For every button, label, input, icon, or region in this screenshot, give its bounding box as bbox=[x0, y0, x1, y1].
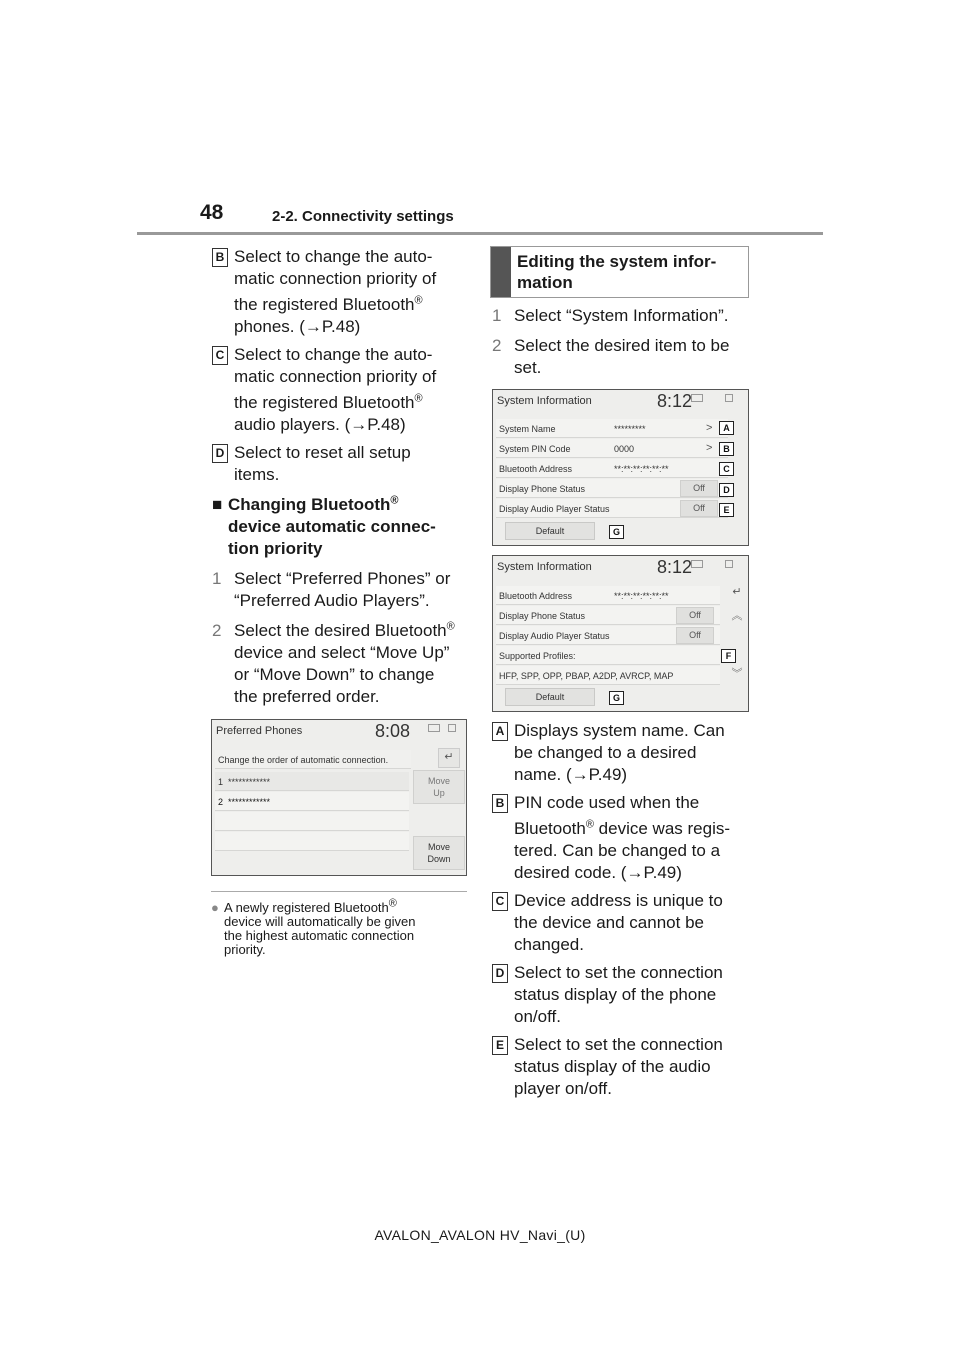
right-steps bbox=[492, 305, 752, 387]
instruction-row: Change the order of automatic connection. bbox=[215, 750, 411, 769]
bt-address-row: Bluetooth Address **:**:**:**:**:** bbox=[496, 459, 728, 478]
edit-system-info-box: Editing the system infor- mation bbox=[490, 246, 749, 298]
profiles-list-row: HFP, SPP, OPP, PBAP, A2DP, AVRCP, MAP bbox=[496, 666, 720, 685]
preferred-phones-screen: Preferred Phones 8:08 Change the order of automatic connection. ↵ 1 ************ 2 ************ Move Up Move Down bbox=[211, 719, 467, 876]
battery-icon bbox=[725, 560, 733, 568]
page-down-icon[interactable]: ︾ bbox=[731, 668, 743, 680]
item-b-pin: B PIN code used when the Bluetooth® device was regis- tered. Can be changed to a desired code. (→P.49) bbox=[492, 792, 762, 884]
item-b-phones: B Select to change the auto- matic connection priority of the registered Bluetooth® phones. (→P.48) bbox=[212, 246, 477, 338]
label-d: D bbox=[212, 444, 228, 463]
audio-status-row: Display Audio Player Status Off bbox=[496, 499, 728, 518]
move-down-button[interactable]: Move Down bbox=[413, 836, 465, 870]
system-info-screen-1: System Information 8:12 System Name ********* > System PIN Code 0000 > Bluetooth Address **:**:**:**:**:** Display Phone Status Off Display Audio Player Status Off Default A B C D E G bbox=[492, 389, 749, 546]
item-d-reset: D Select to reset all setup items. bbox=[212, 442, 477, 486]
phone-status-row: Display Phone Status Off bbox=[496, 606, 720, 625]
left-step-2: 2 Select the desired Bluetooth® device and select “Move Up” or “Move Down” to change the preferred order. bbox=[212, 620, 455, 706]
phone-status-row: Display Phone Status Off bbox=[496, 479, 728, 498]
battery-icon bbox=[725, 394, 733, 402]
left-column bbox=[212, 246, 477, 716]
item-a-system-name: A Displays system name. Can be changed to a desired name. (→P.49) bbox=[492, 720, 762, 786]
phone-row-1[interactable]: 1 ************ bbox=[215, 772, 409, 791]
battery-icon bbox=[448, 724, 456, 732]
label-c: C bbox=[212, 346, 228, 365]
default-button[interactable]: Default bbox=[505, 522, 595, 540]
supported-profiles-row: Supported Profiles: bbox=[496, 646, 720, 665]
signal-icon bbox=[691, 560, 703, 568]
phone-status-toggle[interactable]: Off bbox=[680, 480, 718, 497]
system-name-row[interactable]: System Name ********* > bbox=[496, 419, 728, 438]
note: ● A newly registered Bluetooth® device will automatically be given the highest automatic connection priority. bbox=[211, 897, 416, 957]
header-rule bbox=[137, 232, 823, 235]
item-d-phone-status: D Select to set the connection status display of the phone on/off. bbox=[492, 962, 762, 1028]
default-button[interactable]: Default bbox=[505, 688, 595, 706]
back-icon[interactable]: ↵ bbox=[438, 748, 460, 768]
left-step-1: 1 Select “Preferred Phones” or “Preferred Audio Players”. bbox=[212, 569, 451, 610]
right-step-1: 1 Select “System Information”. bbox=[492, 306, 729, 325]
system-pin-row[interactable]: System PIN Code 0000 > bbox=[496, 439, 728, 458]
bt-address-row: Bluetooth Address **:**:**:**:**:** bbox=[496, 586, 720, 605]
section-title: 2-2. Connectivity settings bbox=[272, 208, 454, 225]
right-items bbox=[492, 720, 762, 1106]
page-number: 48 bbox=[200, 201, 224, 224]
footer: AVALON_AVALON HV_Navi_(U) bbox=[374, 1227, 586, 1243]
back-icon[interactable]: ↵ bbox=[732, 586, 742, 598]
system-info-screen-2: System Information 8:12 Bluetooth Address **:**:**:**:**:** Display Phone Status Off Display Audio Player Status Off Supported Profiles: HFP, SPP, OPP, PBAP, A2DP, AVRCP, MAP ↵ ︽ ︾ Default F G bbox=[492, 555, 749, 712]
phone-status-toggle[interactable]: Off bbox=[676, 607, 714, 624]
audio-status-toggle[interactable]: Off bbox=[676, 627, 714, 644]
item-e-audio-status: E Select to set the connection status display of the audio player on/off. bbox=[492, 1034, 762, 1100]
right-step-2: 2 Select the desired item to be set. bbox=[492, 336, 730, 377]
item-c-address: C Device address is unique to the device and cannot be changed. bbox=[492, 890, 762, 956]
audio-status-toggle[interactable]: Off bbox=[680, 500, 718, 517]
audio-status-row: Display Audio Player Status Off bbox=[496, 626, 720, 645]
page-up-icon[interactable]: ︽ bbox=[731, 610, 743, 622]
signal-icon bbox=[428, 724, 440, 732]
item-c-audio: C Select to change the auto- matic connection priority of the registered Bluetooth® audio players. (→P.48) bbox=[212, 344, 477, 436]
label-b: B bbox=[212, 248, 228, 267]
move-up-button[interactable]: Move Up bbox=[413, 770, 465, 804]
phone-row-2[interactable]: 2 ************ bbox=[215, 792, 409, 811]
signal-icon bbox=[691, 394, 703, 402]
subheading-priority: ■ Changing Bluetooth® device automatic connec- tion priority bbox=[212, 494, 436, 558]
